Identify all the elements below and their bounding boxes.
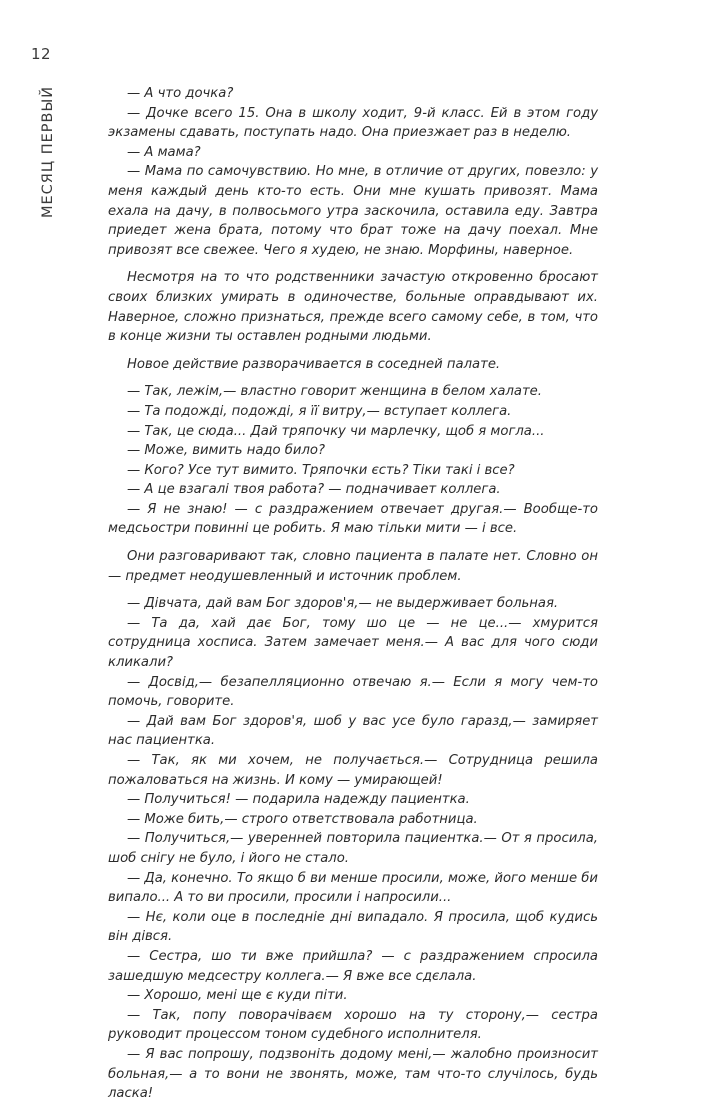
- dialogue-line: — Хорошо, мені ще є куди піти.: [127, 988, 348, 1004]
- text-block: [108, 84, 598, 1104]
- narration-paragraph: Несмотря на то что родственники зачастую откровенно бросают своих близких умирать в одиночестве, больные оправдывают их. Наверное, сложно признаться, прежде всего самому себе, в том, что в конце жизни ты оставлен родными людьми.: [108, 270, 598, 345]
- dialogue-line: — Мама по самочувствию. Но мне, в отличие от других, повезло: у меня каждый день кто-то есть. Они мне кушать привозят. Мама ехала на дачу, в полвосьмого утра заскочила, оставила еду. Завтра приедет жена брата, потому что брат тоже на дачу поехал. Мне привозят все свежее. Чего я худею, не знаю. Морфины, наверное.: [108, 164, 598, 258]
- dialogue-line: — Сестра, шо ти вже прийшла? — с раздражением спросила зашедшую медсестру коллега.— Я вже все сдєлала.: [108, 948, 598, 984]
- narration-paragraph: Они разговаривают так, словно пациента в палате нет. Словно он — предмет неодушевленный и источник проблем.: [108, 549, 598, 584]
- dialogue-line: — Так, попу поворачіваєм хорошо на ту сторону,— сестра руководит процессом тоном судебного исполнителя.: [108, 1007, 598, 1043]
- dialogue-line: — Так, лежім,— властно говорит женщина в белом халате.: [127, 384, 542, 400]
- dialogue-line: — Кого? Усе тут вимито. Тряпочки єсть? Тіки такі і все?: [127, 462, 515, 478]
- dialogue-line: — А мама?: [127, 144, 201, 160]
- dialogue-line: — Я не знаю! — с раздражением отвечает другая.— Вообще-то медсьостри повинні це робить. Я маю тільки мити — і все.: [108, 501, 598, 537]
- dialogue-line: — Досвід,— безапелляционно отвечаю я.— Если я могу чем-то помочь, говорите.: [108, 674, 598, 710]
- dialogue-line: — Я вас попрошу, подзвоніть додому мені,— жалобно произносит больная,— а то вони не звонять, може, там что-то случілось, будь ласка!: [108, 1046, 598, 1102]
- dialogue-line: — Да, конечно. То якщо б ви менше просили, може, його менше би випало... А то ви просили, просили і напросили...: [108, 870, 598, 906]
- narration-paragraph: Новое действие разворачивается в соседней палате.: [127, 356, 501, 372]
- dialogue-line: — А це взагалі твоя работа? — подначивает коллега.: [127, 482, 501, 498]
- dialogue-line: — Дочке всего 15. Она в школу ходит, 9-й класс. Ей в этом году экзамены сдавать, поступать надо. Она приезжает раз в неделю.: [108, 105, 598, 141]
- dialogue-line: — Так, як ми хочем, не получається.— Сотрудница решила пожаловаться на жизнь. И кому — умирающей!: [108, 753, 598, 788]
- dialogue-line: — Нє, коли оце в последніе дні випадало. Я просила, щоб кудись він дівся.: [108, 909, 598, 945]
- running-head: МЕСЯЦ ПЕРВЫЙ: [40, 85, 56, 218]
- dialogue-line: — Получиться! — подарила надежду пациентка.: [127, 792, 470, 808]
- page-number: 12: [31, 45, 52, 63]
- dialogue-line: — Дай вам Бог здоров'я, шоб у вас усе було гаразд,— замиряет нас пациентка.: [108, 713, 598, 749]
- dialogue-line: — Получиться,— уверенней повторила пациентка.— От я просила, шоб снігу не було, і його не стало.: [108, 831, 598, 866]
- dialogue-line: — А что дочка?: [127, 86, 234, 101]
- dialogue-line: — Може, вимить надо било?: [127, 443, 325, 459]
- dialogue-line: — Та да, хай дає Бог, тому шо це — не це...— хмурится сотрудница хосписа. Затем замечает меня.— А вас для чого сюди кликали?: [108, 615, 598, 671]
- dialogue-line: — Може бить,— строго ответствовала работница.: [127, 811, 478, 827]
- dialogue-line: — Та подожді, подожді, я її витру,— вступает коллега.: [127, 403, 512, 419]
- dialogue-line: — Так, це сюда... Дай тряпочку чи марлечку, щоб я могла...: [127, 423, 545, 439]
- dialogue-line: — Дівчата, дай вам Бог здоров'я,— не выдерживает больная.: [127, 596, 559, 612]
